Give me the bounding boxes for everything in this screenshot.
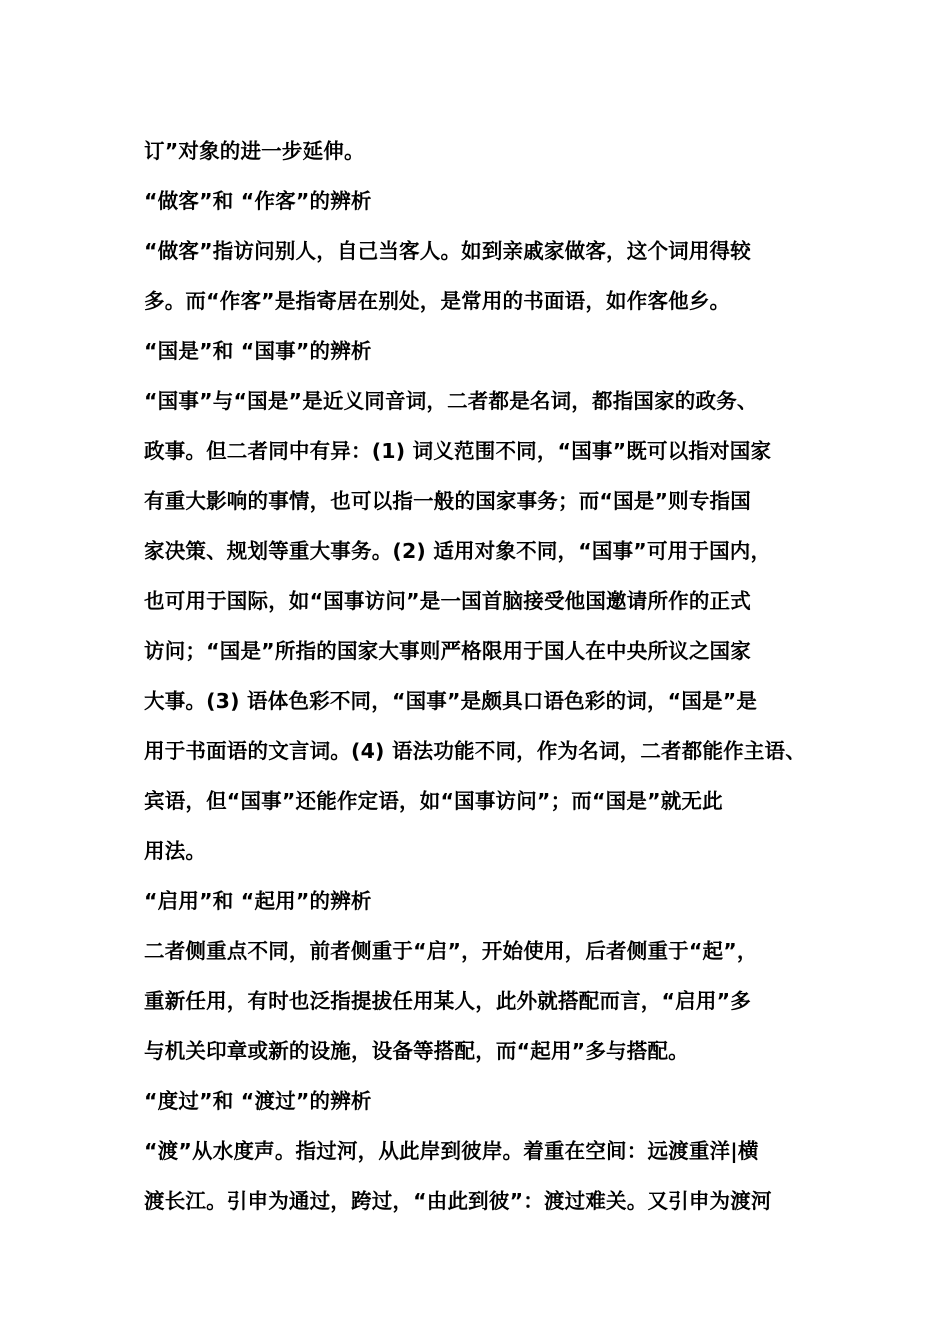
- text-line: 家决策、规划等重大事务。(2) 适用对象不同，“国事”可用于国内，: [144, 539, 772, 563]
- text-line: 用法。: [144, 839, 207, 863]
- text-line: “做客”指访问别人，自己当客人。如到亲戚家做客，这个词用得较: [144, 239, 751, 263]
- text-line: 访问；“国是”所指的国家大事则严格限用于国人在中央所议之国家: [144, 639, 751, 663]
- text-line: 渡长江。引申为通过，跨过，“由此到彼”：渡过难关。又引申为渡河: [144, 1189, 772, 1213]
- section-heading: “启用”和 “起用”的辨析: [144, 889, 372, 913]
- text-line: 也可用于国际，如“国事访问”是一国首脑接受他国邀请所作的正式: [144, 589, 751, 613]
- section-heading: “度过”和 “渡过”的辨析: [144, 1089, 372, 1113]
- text-line: 用于书面语的文言词。(4) 语法功能不同，作为名词，二者都能作主语、: [144, 739, 806, 763]
- text-line: 多。而“作客”是指寄居在别处，是常用的书面语，如作客他乡。: [144, 289, 731, 313]
- text-line: 订”对象的进一步延伸。: [144, 139, 365, 163]
- text-line: “渡”从水度声。指过河，从此岸到彼岸。着重在空间：远渡重洋|横: [144, 1139, 759, 1163]
- text-line: “国事”与“国是”是近义同音词，二者都是名词，都指国家的政务、: [144, 389, 758, 413]
- text-line: 二者侧重点不同，前者侧重于“启”，开始使用，后者侧重于“起”，: [144, 939, 758, 963]
- section-heading: “做客”和 “作客”的辨析: [144, 189, 372, 213]
- text-line: 大事。(3) 语体色彩不同，“国事”是颇具口语色彩的词，“国是”是: [144, 689, 758, 713]
- text-line: 与机关印章或新的设施，设备等搭配，而“起用”多与搭配。: [144, 1039, 689, 1063]
- text-line: 重新任用，有时也泛指提拔任用某人，此外就搭配而言，“启用”多: [144, 989, 751, 1013]
- text-line: 宾语，但“国事”还能作定语，如“国事访问”；而“国是”就无此: [144, 789, 723, 813]
- text-line: 政事。但二者同中有异：(1) 词义范围不同，“国事”既可以指对国家: [144, 439, 772, 463]
- section-heading: “国是”和 “国事”的辨析: [144, 339, 372, 363]
- text-line: 有重大影响的事情，也可以指一般的国家事务；而“国是”则专指国: [144, 489, 751, 513]
